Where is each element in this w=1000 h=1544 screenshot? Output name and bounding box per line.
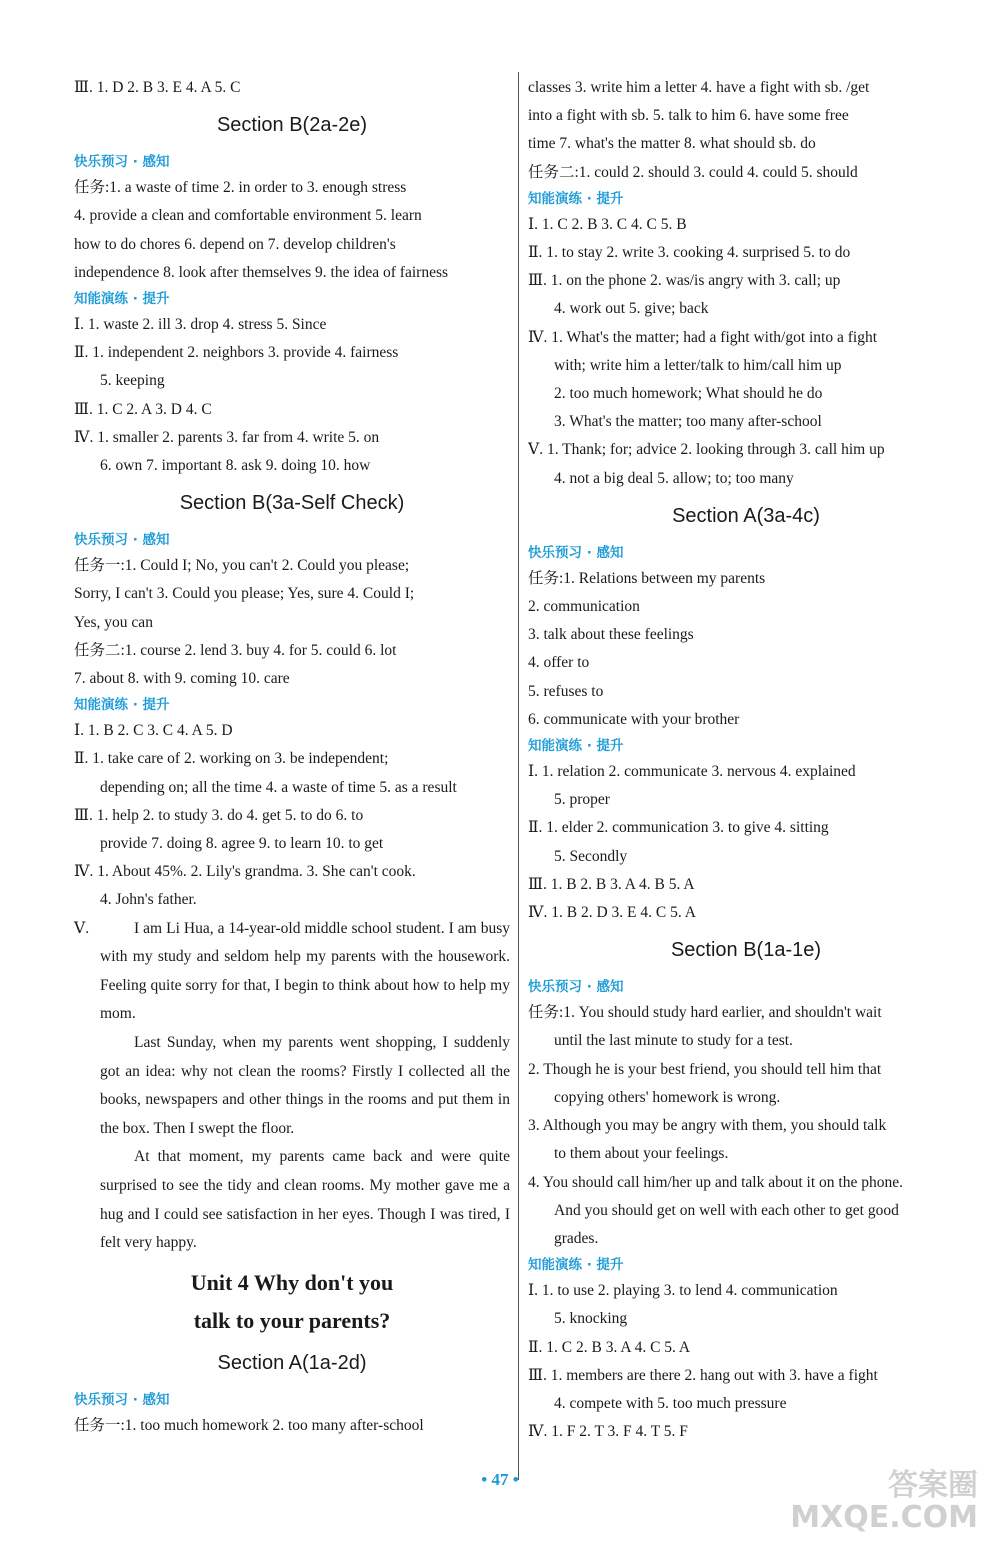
answer-line: 4. work out 5. give; back [554,300,709,318]
answer-line: into a fight with sb. 5. talk to him 6. have some free [528,107,849,125]
watermark [790,1470,978,1534]
answer-line: how to do chores 6. depend on 7. develop children's [74,235,396,253]
right-column [528,74,964,1446]
answer-line: 任务一:1. Could I; No, you can't 2. Could you please; [74,557,410,575]
answer-line: with; write him a letter/talk to him/call him up [554,356,842,374]
section-heading: Section A(1a-2d) [217,1351,367,1374]
practice-tag: 快乐预习 · 感知 [528,979,624,996]
answer-line: Sorry, I can't 3. Could you please; Yes, sure 4. Could I; [74,585,415,603]
answer-line: 2. Though he is your best friend, you should tell him that [528,1060,882,1078]
answer-line: Ⅱ. 1. C 2. B 3. A 4. C 5. A [528,1338,691,1356]
answer-line: Ⅲ. 1. help 2. to study 3. do 4. get 5. to do 6. to [74,806,364,824]
answer-line: 3. Although you may be angry with them, you should talk [528,1117,887,1135]
answer-line: 7. about 8. with 9. coming 10. care [74,670,290,688]
essay-block [74,915,510,1258]
practice-tag: 知能演练 · 提升 [74,697,170,714]
essay-body [74,915,510,1258]
answer-line: 任务一:1. too much homework 2. too many after-school [74,1416,424,1434]
practice-tag: 快乐预习 · 感知 [74,532,170,549]
column-divider [518,72,519,1480]
page-number: • 47 • [481,1470,519,1489]
practice-tag: 快乐预习 · 感知 [528,544,624,561]
watermark-url: MXQE.COM [790,1500,978,1535]
unit-title-line: talk to your parents? [193,1307,391,1333]
answer-line: Ⅲ. 1. D 2. B 3. E 4. A 5. C [74,79,241,96]
answer-line: Ⅰ. 1. relation 2. communicate 3. nervous 4. explained [528,763,856,781]
practice-tag: 知能演练 · 提升 [74,291,170,308]
section-heading: Section A(3a-4c) [672,504,820,527]
answer-line: Ⅲ. 1. B 2. B 3. A 4. B 5. A [528,875,695,893]
answer-line: 4. provide a clean and comfortable environment 5. learn [74,207,422,225]
practice-tag: 知能演练 · 提升 [528,190,624,207]
answer-line: Ⅲ. 1. members are there 2. hang out with 3. have a fight [528,1366,878,1384]
answer-line: Ⅲ. 1. on the phone 2. was/is angry with 3. call; up [528,272,841,290]
practice-tag: 知能演练 · 提升 [528,1257,624,1274]
answer-line: Ⅴ. 1. Thank; for; advice 2. looking through 3. call him up [528,441,885,459]
answer-line: Ⅰ. 1. C 2. B 3. C 4. C 5. B [528,215,687,233]
answer-line: Ⅳ. 1. What's the matter; had a fight with/got into a fight [528,328,878,346]
answer-line: 2. communication [528,598,640,616]
answer-line: 3. talk about these feelings [528,626,694,644]
answer-line: Ⅲ. 1. C 2. A 3. D 4. C [74,400,212,418]
essay-paragraph: At that moment, my parents came back and were quite surprised to see the tidy and clean rooms. My mother gave me a hug and I could see satisfaction in her eyes. Though I was tired, I felt very happy. [100,1148,510,1252]
answer-line: Yes, you can [74,613,153,631]
answer-line: And you should get on well with each other to get good [554,1201,899,1219]
practice-tag: 快乐预习 · 感知 [74,1391,170,1408]
unit-title [74,1264,510,1340]
watermark-logo: 答案圈 [888,1468,978,1503]
answer-line: grades. [554,1229,599,1247]
answer-line: depending on; all the time 4. a waste of time 5. as a result [100,778,457,796]
answer-line: time 7. what's the matter 8. what should sb. do [528,135,816,153]
left-column [74,74,510,1440]
answer-line: 4. offer to [528,654,590,672]
answer-line: Ⅰ. 1. to use 2. playing 3. to lend 4. communication [528,1282,838,1300]
answer-line: Ⅳ. 1. F 2. T 3. F 4. T 5. F [528,1423,688,1441]
answer-line: Ⅱ. 1. take care of 2. working on 3. be independent; [74,750,389,768]
answer-line: 4. compete with 5. too much pressure [554,1394,787,1412]
answer-line: Ⅰ. 1. B 2. C 3. C 4. A 5. D [74,722,233,740]
answer-line: 5. keeping [100,372,165,390]
answer-line: 5. proper [554,791,610,809]
answer-line: 任务:1. You should study hard earlier, and shouldn't wait [528,1004,882,1022]
answer-line: to them about your feelings. [554,1145,729,1163]
answer-line: Ⅰ. 1. waste 2. ill 3. drop 4. stress 5. Since [74,316,327,334]
essay-label: Ⅴ. [74,919,90,937]
answer-line: 6. communicate with your brother [528,710,740,728]
answer-line: Ⅳ. 1. smaller 2. parents 3. far from 4. write 5. on [74,428,380,446]
answer-line: Ⅱ. 1. independent 2. neighbors 3. provide 4. fairness [74,344,399,362]
answer-line: Ⅳ. 1. About 45%. 2. Lily's grandma. 3. She can't cook. [74,863,416,881]
answer-line: 任务:1. a waste of time 2. in order to 3. enough stress [74,179,407,197]
answer-line: 5. refuses to [528,682,604,700]
answer-line: independence 8. look after themselves 9. the idea of fairness [74,263,449,281]
practice-tag: 知能演练 · 提升 [528,738,624,755]
answer-line: Ⅱ. 1. elder 2. communication 3. to give 4. sitting [528,819,829,837]
section-heading: Section B(3a-Self Check) [179,492,405,515]
section-heading: Section B(1a-1e) [670,939,822,962]
practice-tag: 快乐预习 · 感知 [74,154,170,171]
answer-line: copying others' homework is wrong. [554,1088,781,1106]
answer-line: 6. own 7. important 8. ask 9. doing 10. how [100,457,371,475]
answer-line: classes 3. write him a letter 4. have a fight with sb. /get [528,79,870,96]
essay-paragraph: I am Li Hua, a 14-year-old middle school student. I am busy with my study and seldom help my parents with the housework. Feeling quite sorry for that, I begin to think about how to help my mom. [100,919,510,1023]
answer-line: 任务二:1. course 2. lend 3. buy 4. for 5. could 6. lot [74,641,397,659]
answer-line: Ⅳ. 1. B 2. D 3. E 4. C 5. A [528,904,696,922]
unit-title-line: Unit 4 Why don't you [190,1269,394,1295]
essay-paragraph: Last Sunday, when my parents went shopping, I suddenly got an idea: why not clean the rooms? Firstly I collected all the books, newspapers and other things in the rooms and put them in the box. Then I swept the floor. [100,1034,510,1137]
answer-line: 2. too much homework; What should he do [554,385,823,403]
answer-line: 5. knocking [554,1310,628,1328]
answer-line: 4. John's father. [100,891,197,909]
answer-line: 4. You should call him/her up and talk about it on the phone. [528,1173,903,1191]
section-heading: Section B(2a-2e) [216,114,368,137]
answer-line: until the last minute to study for a test. [554,1032,793,1050]
answer-line: 3. What's the matter; too many after-school [554,413,822,431]
answer-line: 任务:1. Relations between my parents [528,569,766,587]
answer-line: 4. not a big deal 5. allow; to; too many [554,469,794,487]
answer-line: Ⅱ. 1. to stay 2. write 3. cooking 4. surprised 5. to do [528,244,851,262]
answer-line: provide 7. doing 8. agree 9. to learn 10. to get [100,835,384,853]
answer-line: 5. Secondly [554,847,628,865]
answer-line: 任务二:1. could 2. should 3. could 4. could 5. should [528,163,858,181]
